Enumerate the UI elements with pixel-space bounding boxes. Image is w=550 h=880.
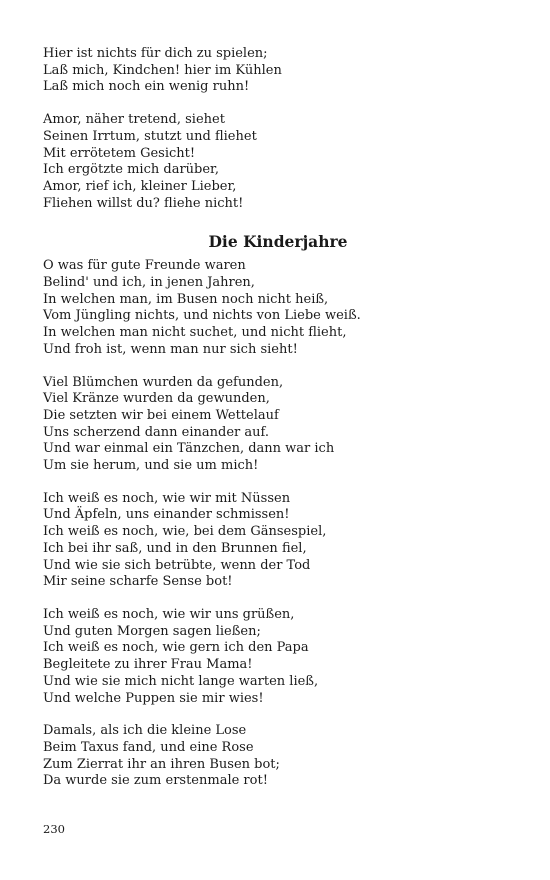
verse-line: Und wie sie mich nicht lange warten ließ, [43, 673, 319, 689]
verse-line: Seinen Irrtum, stutzt und fliehet [43, 128, 257, 144]
verse-line: Ich weiß es noch, wie wir uns grüßen, [43, 606, 295, 622]
verse-line: Laß mich noch ein wenig ruhn! [43, 79, 250, 95]
verse-line: Damals, als ich die kleine Lose [43, 723, 247, 739]
page-body [43, 46, 513, 790]
verse-line: Begleitete zu ihrer Frau Mama! [43, 657, 253, 673]
stanza [43, 112, 513, 212]
verse-line: Viel Blümchen wurden da gefunden, [43, 374, 284, 390]
verse-line: Amor, näher tretend, siehet [43, 112, 225, 128]
verse-line: Laß mich, Kindchen! hier im Kühlen [43, 62, 282, 78]
verse-line: Viel Kränze wurden da gewunden, [43, 391, 270, 407]
verse-line: Ich weiß es noch, wie wir mit Nüssen [43, 490, 291, 506]
verse-line: Uns scherzend dann einander auf. [43, 424, 269, 440]
verse-line: In welchen man, im Busen noch nicht heiß, [43, 291, 329, 307]
verse-line: Und Äpfeln, uns einander schmissen! [43, 507, 290, 523]
verse-line: Und froh ist, wenn man nur sich sieht! [43, 341, 298, 357]
verse-line: Ich ergötzte mich darüber, [43, 162, 219, 178]
stanza [43, 46, 513, 96]
verse-line: Da wurde sie zum erstenmale rot! [43, 773, 268, 789]
verse-line: Mit errötetem Gesicht! [43, 145, 196, 161]
stanza [43, 723, 513, 790]
verse-line: Fliehen willst du? fliehe nicht! [43, 195, 244, 211]
verse-line: Die setzten wir bei einem Wettelauf [43, 407, 279, 423]
verse-line: Zum Zierrat ihr an ihren Busen bot; [43, 756, 280, 772]
previous-poem [43, 46, 513, 212]
verse-line: Und welche Puppen sie mir wies! [43, 690, 264, 706]
verse-line: Um sie herum, und sie um mich! [43, 458, 259, 474]
stanza [43, 375, 513, 475]
verse-line: Hier ist nichts für dich zu spielen; [43, 46, 268, 61]
verse-line: Amor, rief ich, kleiner Lieber, [43, 178, 237, 194]
stanza [43, 258, 513, 358]
verse-line: Ich weiß es noch, wie, bei dem Gänsespiel, [43, 524, 327, 540]
verse-line: Vom Jüngling nichts, und nichts von Liebe weiß. [43, 308, 361, 324]
page-number: 230 [43, 822, 65, 836]
verse-line: O was für gute Freunde waren [43, 258, 246, 274]
poem [43, 232, 513, 790]
verse-line: Beim Taxus fand, und eine Rose [43, 739, 254, 755]
verse-line: Und war einmal ein Tänzchen, dann war ich [43, 441, 335, 457]
stanza [43, 607, 513, 707]
verse-line: Ich bei ihr saß, und in den Brunnen fiel, [43, 540, 307, 556]
verse-line: Ich weiß es noch, wie gern ich den Papa [43, 640, 309, 656]
verse-line: In welchen man nicht suchet, und nicht flieht, [43, 325, 347, 341]
verse-line: Belind' und ich, in jenen Jahren, [43, 275, 255, 291]
verse-line: Mir seine scharfe Sense bot! [43, 574, 233, 590]
verse-line: Und guten Morgen sagen ließen; [43, 623, 261, 639]
poem-title: Die Kinderjahre [208, 232, 348, 252]
stanza [43, 491, 513, 591]
verse-line: Und wie sie sich betrübte, wenn der Tod [43, 557, 311, 573]
